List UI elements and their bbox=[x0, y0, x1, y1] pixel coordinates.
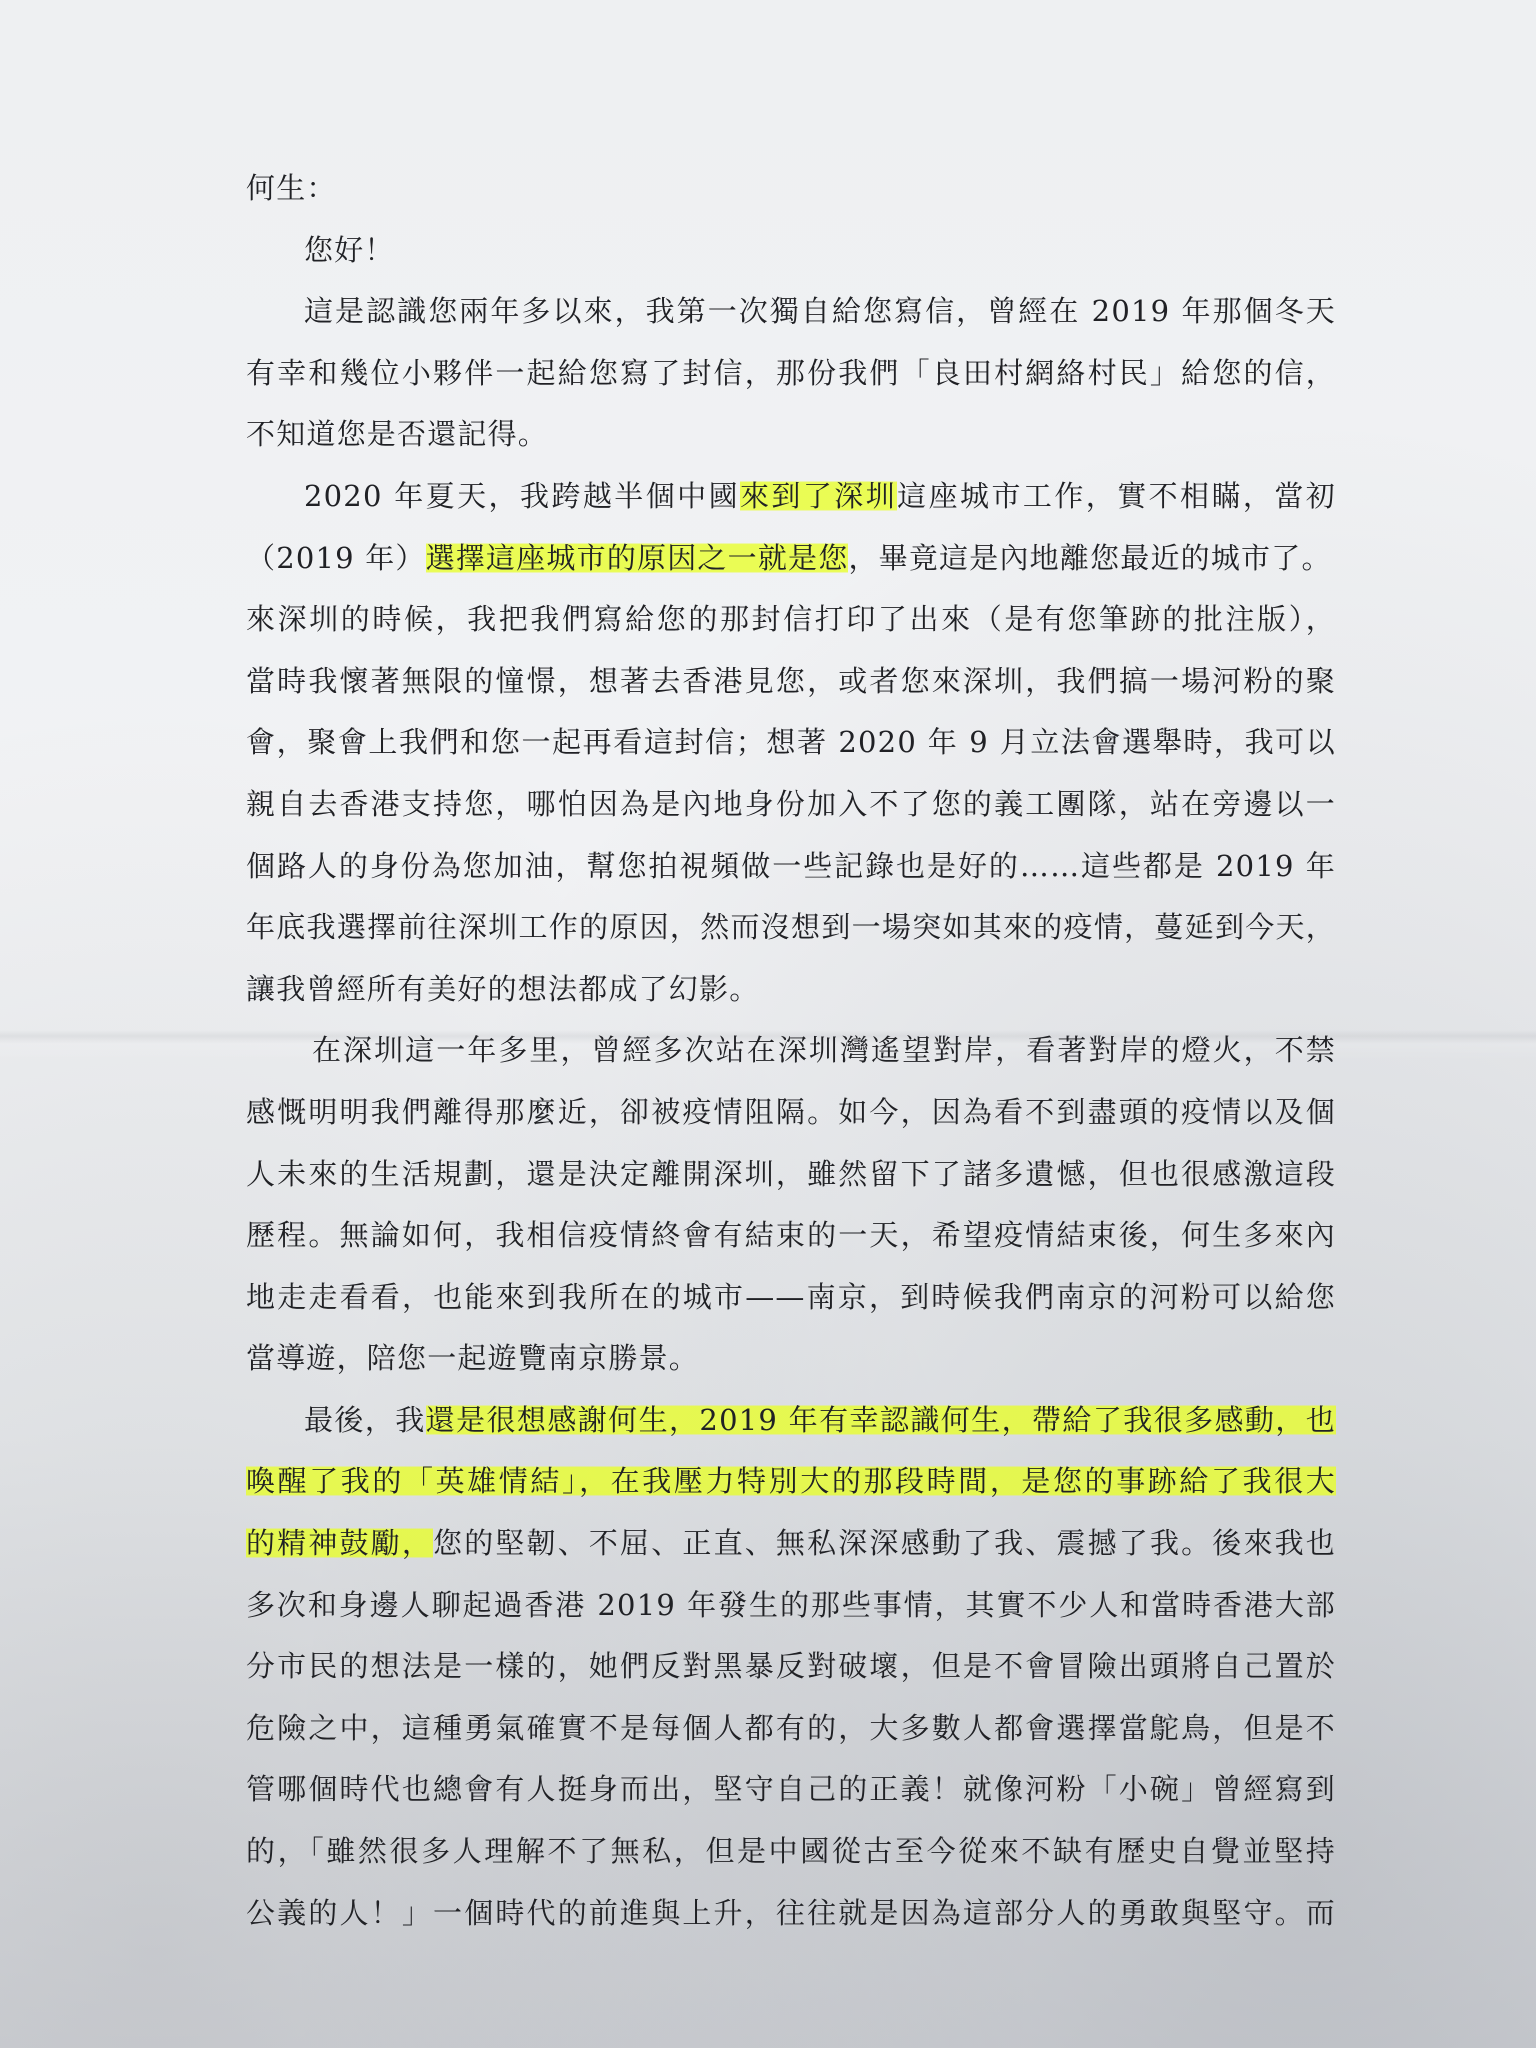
letter-body bbox=[246, 158, 1336, 1944]
letter-line: 讓我曾經所有美好的想法都成了幻影。 bbox=[246, 971, 760, 1006]
letter-line: 當導遊，陪您一起遊覽南京勝景。 bbox=[246, 1341, 700, 1376]
highlighted-text: 喚醒了我的「英雄情結」，在我壓力特別大的那段時間，是您的事跡給了我很大 bbox=[246, 1464, 1336, 1499]
letter-line: 在深圳這一年多里，曾經多次站在深圳灣遙望對岸，看著對岸的燈火，不禁 bbox=[312, 1033, 1336, 1068]
highlighted-text: 的精神鼓勵， bbox=[246, 1526, 434, 1561]
letter-line: 年底我選擇前往深圳工作的原因，然而沒想到一場突如其來的疫情，蔓延到今天， bbox=[246, 910, 1336, 945]
text-segment: 這座城市工作，實不相瞞，當初 bbox=[897, 478, 1336, 513]
letter-line: 的，「雖然很多人理解不了無私，但是中國從古至今從來不缺有歷史自覺並堅持 bbox=[246, 1834, 1336, 1869]
letter-line: 危險之中，這種勇氣確實不是每個人都有的，大多數人都會選擇當鴕鳥，但是不 bbox=[246, 1710, 1336, 1745]
letter-line: 公義的人！」一個時代的前進與上升，往往就是因為這部分人的勇敢與堅守。而 bbox=[246, 1895, 1336, 1930]
letter-line: 親自去香港支持您，哪怕因為是內地身份加入不了您的義工團隊，站在旁邊以一 bbox=[246, 786, 1336, 821]
letter-line: 歷程。無論如何，我相信疫情終會有結束的一天，希望疫情結束後，何生多來內 bbox=[246, 1218, 1336, 1253]
letter-line: 不知道您是否還記得。 bbox=[246, 417, 549, 452]
text-segment: （2019 年） bbox=[246, 540, 426, 575]
letter-line bbox=[246, 528, 1336, 590]
letter-line: 當時我懷著無限的憧憬，想著去香港見您，或者您來深圳，我們搞一場河粉的聚 bbox=[246, 663, 1336, 698]
letter-line bbox=[246, 1451, 1336, 1513]
letter-line: 分市民的想法是一樣的，她們反對黑暴反對破壞，但是不會冒險出頭將自己置於 bbox=[246, 1649, 1336, 1684]
highlighted-text: 還是很想感謝何生，2019 年有幸認識何生，帶給了我很多感動， bbox=[425, 1402, 1306, 1437]
letter-line bbox=[246, 466, 1336, 528]
text-segment: 2020 年夏天，我跨越半個中國 bbox=[304, 478, 740, 513]
letter-line bbox=[246, 1390, 1336, 1452]
letter-line: 來深圳的時候，我把我們寫給您的那封信打印了出來（是有您筆跡的批注版）， bbox=[246, 602, 1336, 637]
letter-line: 會，聚會上我們和您一起再看這封信；想著 2020 年 9 月立法會選舉時，我可以 bbox=[246, 725, 1336, 760]
greeting: 您好！ bbox=[304, 232, 395, 267]
letter-line: 人未來的生活規劃，還是決定離開深圳，雖然留下了諸多遺憾，但也很感激這段 bbox=[246, 1156, 1336, 1191]
letter-line: 這是認識您兩年多以來，我第一次獨自給您寫信，曾經在 2019 年那個冬天 bbox=[304, 294, 1336, 329]
letter-line bbox=[246, 1513, 1336, 1575]
letter-line: 多次和身邊人聊起過香港 2019 年發生的那些事情，其實不少人和當時香港大部 bbox=[246, 1587, 1336, 1622]
salutation: 何生： bbox=[246, 171, 337, 205]
letter-line: 感慨明明我們離得那麼近，卻被疫情阻隔。如今，因為看不到盡頭的疫情以及個 bbox=[246, 1094, 1336, 1129]
letter-line: 個路人的身份為您加油，幫您拍視頻做一些記錄也是好的……這些都是 2019 年 bbox=[246, 848, 1336, 883]
highlighted-text: 來到了深圳 bbox=[740, 478, 898, 513]
text-segment: 最後，我 bbox=[304, 1402, 426, 1437]
text-segment: 您的堅韌、不屈、正直、無私深深感動了我、震撼了我。後來我也 bbox=[433, 1526, 1336, 1561]
highlighted-text: 也 bbox=[1305, 1402, 1336, 1437]
letter-line: 有幸和幾位小夥伴一起給您寫了封信，那份我們「良田村網絡村民」給您的信， bbox=[246, 355, 1336, 390]
letter-line: 地走走看看，也能來到我所在的城市——南京，到時候我們南京的河粉可以給您 bbox=[246, 1279, 1336, 1314]
highlighted-text: 選擇這座城市的原因之一就是您 bbox=[425, 540, 849, 575]
text-segment: ，畢竟這是內地離您最近的城市了。 bbox=[848, 540, 1332, 575]
letter-line: 管哪個時代也總會有人挺身而出，堅守自己的正義！就像河粉「小碗」曾經寫到 bbox=[246, 1772, 1336, 1807]
